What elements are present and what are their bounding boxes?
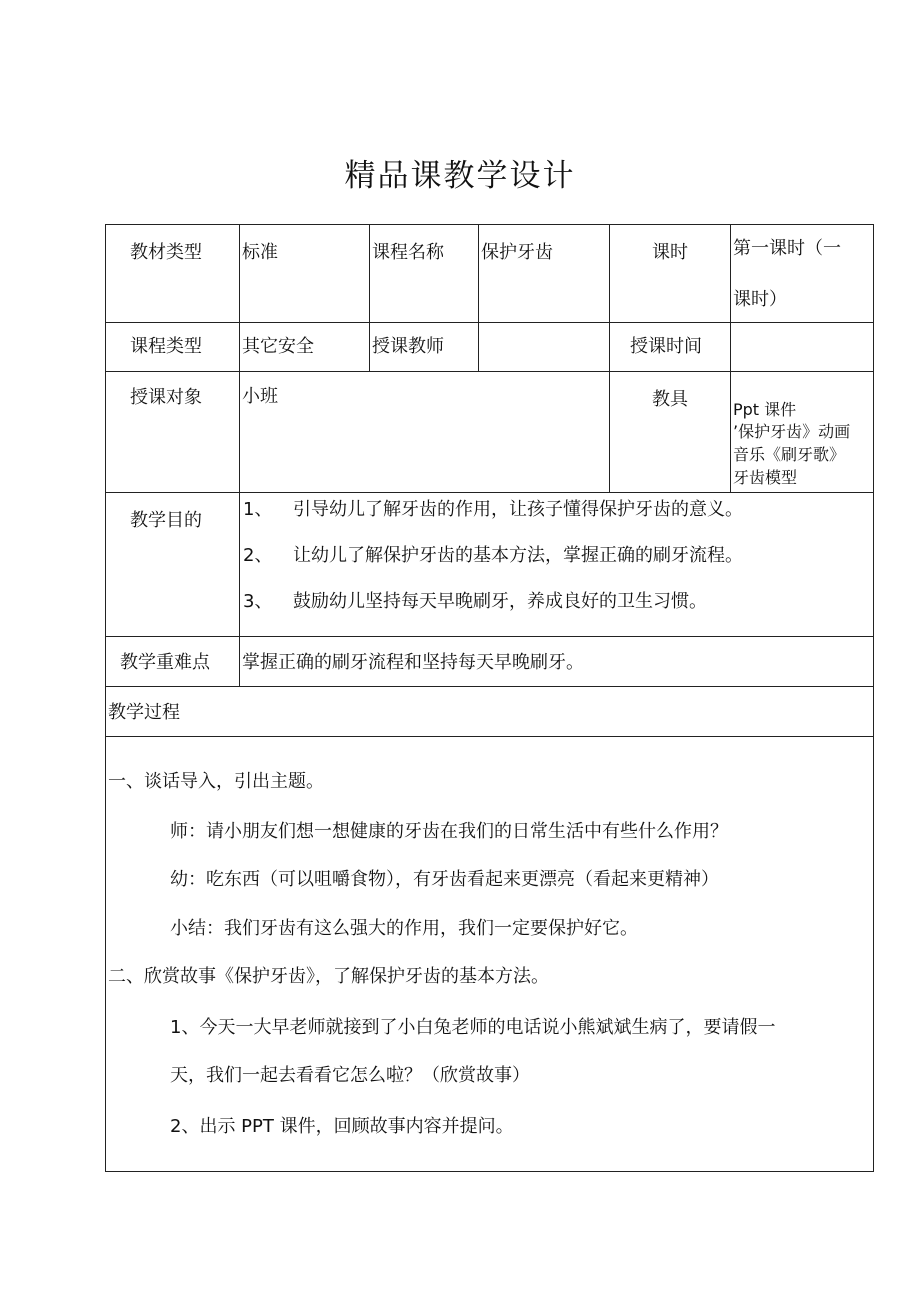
period-label: 课时 [652,242,688,263]
objective-text: 鼓励幼儿坚持每天早晚刷牙，养成良好的卫生习惯。 [293,591,707,612]
objectives-label: 教学目的 [130,510,202,531]
period-value-line1: 第一课时（一 [733,238,841,259]
course-type-value: 其它安全 [242,336,314,357]
tool-item: 音乐《刷牙歌》 [733,445,846,464]
key-points-label: 教学重难点 [120,652,210,673]
course-name-label: 课程名称 [372,242,444,263]
tools-label: 教具 [652,389,688,410]
cell-material-type-label [105,224,240,323]
process-line: 1、今天一大早老师就接到了小白兔老师的电话说小熊斌斌生病了，要请假一 [170,1017,776,1038]
audience-value: 小班 [242,386,278,407]
objective-text: 让幼儿了解保护牙齿的基本方法，掌握正确的刷牙流程。 [293,545,743,566]
cell-process-heading [105,686,874,737]
objective-number: 1、 [243,499,273,520]
period-value-line2: 课时） [733,289,787,310]
cell-process-body [105,736,874,1172]
time-label: 授课时间 [630,336,702,357]
cell-teacher-value [478,322,610,372]
process-section-heading: 一、谈话导入，引出主题。 [108,771,324,792]
objective-text: 引导幼儿了解牙齿的作用，让孩子懂得保护牙齿的意义。 [293,499,743,520]
cell-key-points-value [239,636,874,687]
cell-tools-label [609,371,731,493]
cell-period-label [609,224,731,323]
cell-tools-value [730,371,874,493]
audience-label: 授课对象 [130,387,202,408]
process-line: 小结：我们牙齿有这么强大的作用，我们一定要保护好它。 [170,918,638,939]
tool-item: ’保护牙齿》动画 [733,422,851,441]
cell-audience-label [105,371,240,493]
process-heading: 教学过程 [108,702,180,723]
cell-material-type-value [239,224,370,323]
material-type-value: 标准 [242,242,278,263]
teacher-label: 授课教师 [372,336,444,357]
process-section-heading: 二、欣赏故事《保护牙齿》，了解保护牙齿的基本方法。 [108,966,549,987]
tool-item: 牙齿模型 [733,468,798,487]
tool-item: Ppt 课件 [733,400,797,419]
cell-course-type-label [105,322,240,372]
cell-time-value [730,322,874,372]
process-line: 师：请小朋友们想一想健康的牙齿在我们的日常生活中有些什么作用？ [170,821,728,842]
objective-number: 2、 [243,545,273,566]
objective-number: 3、 [243,591,273,612]
process-line: 天，我们一起去看看它怎么啦？（欣赏故事） [170,1065,530,1086]
course-type-label: 课程类型 [130,336,202,357]
cell-objectives-value [239,492,874,637]
document-title: 精品课教学设计 [344,158,576,194]
cell-course-name-value [478,224,610,323]
process-line: 幼：吃东西（可以咀嚼食物），有牙齿看起来更漂亮（看起来更精神） [170,869,719,890]
cell-period-value [730,224,874,323]
cell-audience-value [239,371,610,493]
cell-key-points-label [105,636,240,687]
process-line: 2、出示 PPT 课件，回顾故事内容并提问。 [170,1116,514,1137]
cell-time-label [609,322,731,372]
course-name-value: 保护牙齿 [481,242,553,263]
cell-course-name-label [369,224,479,323]
cell-course-type-value [239,322,370,372]
material-type-label: 教材类型 [130,242,202,263]
cell-objectives-label [105,492,240,637]
cell-teacher-label [369,322,479,372]
key-points-value: 掌握正确的刷牙流程和坚持每天早晚刷牙。 [242,652,584,673]
